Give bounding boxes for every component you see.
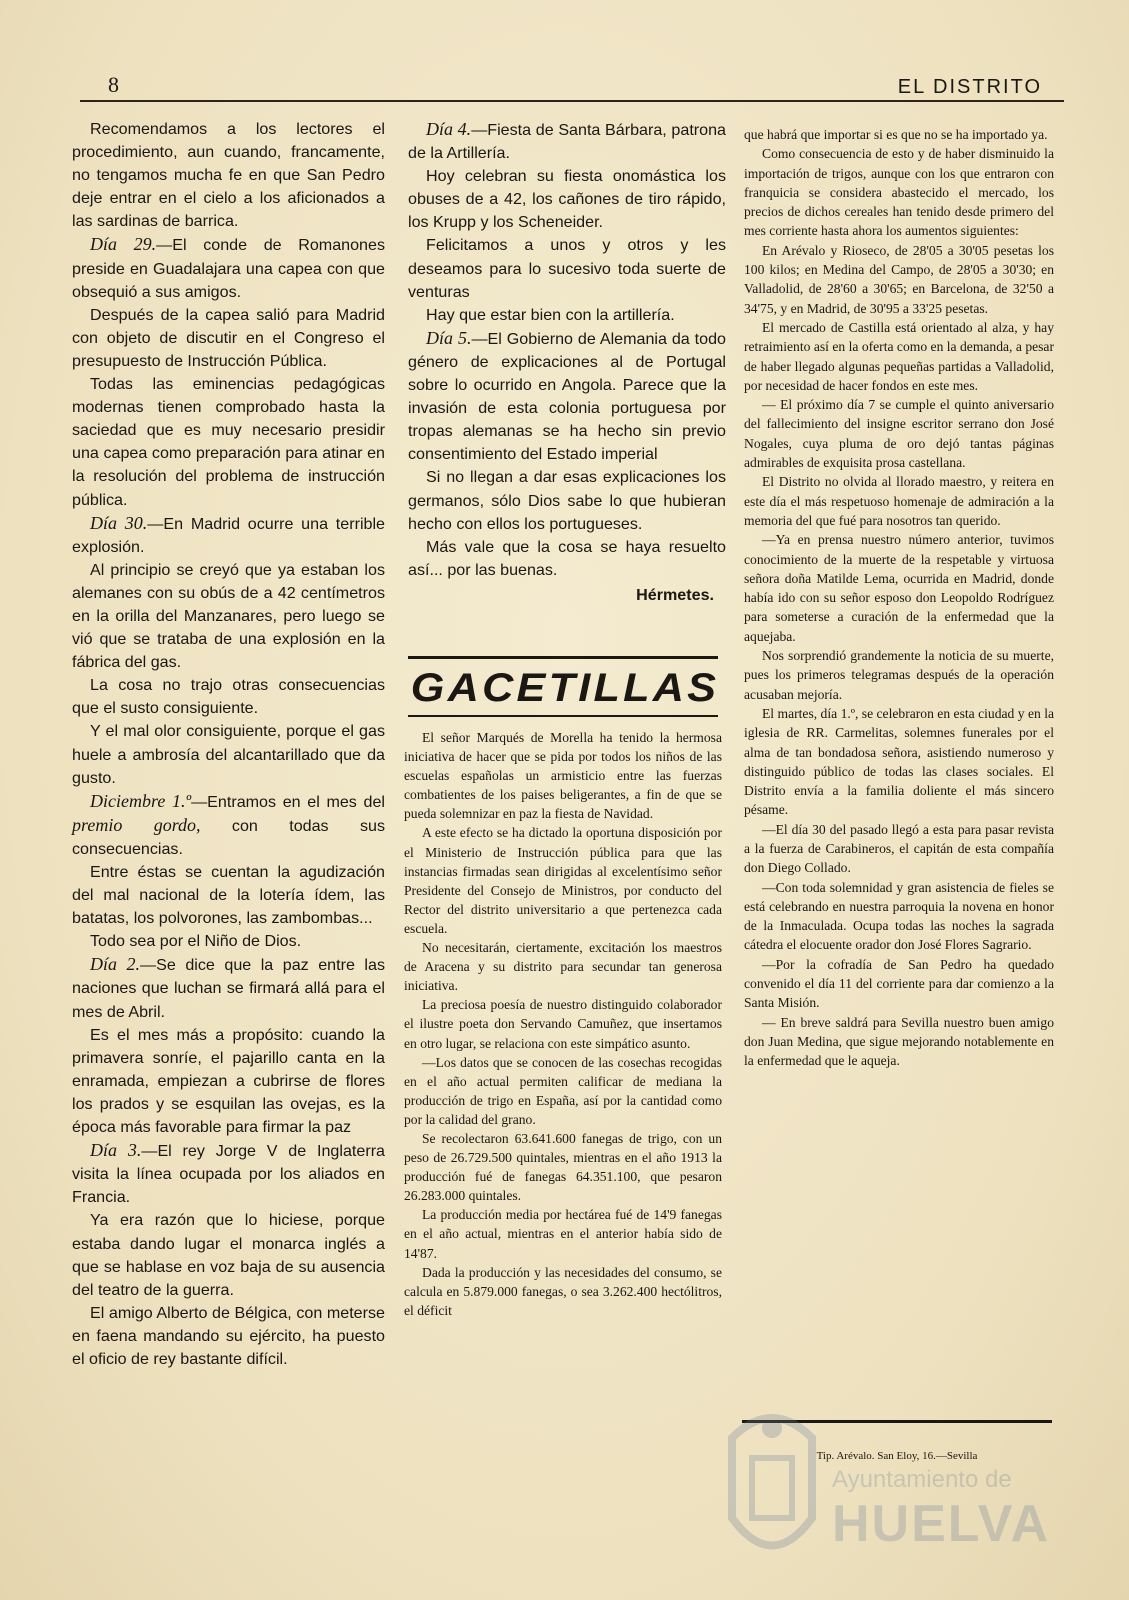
author-signature: Hérmetes. <box>636 585 714 604</box>
paragraph: Entre éstas se cuentan la agudización del mal nacional de la lotería ídem, las batatas, los polvorones, las zambombas... <box>72 863 385 928</box>
paragraph: Día 2.—Se dice que la paz entre las naciones que luchan se firmará allá para el mes de Abril. <box>72 954 385 1021</box>
date-heading: Día 5. <box>426 327 472 348</box>
header-rule <box>80 100 1064 102</box>
paragraph: El Distrito no olvida al llorado maestro, y reitera en este día el más respetuoso homenaje de admiración a la memoria del que fué para nosotros tan querido. <box>744 474 1054 528</box>
paragraph: —Con toda solemnidad y gran asistencia de fieles se está celebrando en nuestra parroquia la novena en honor de la Inmaculada. Ocupa todas las noches la sagrada cátedra el elocuente orador don José Flores Sagrario. <box>744 879 1054 953</box>
date-heading: Día 30. <box>90 512 148 533</box>
paragraph: Diciembre 1.º—Entramos en el mes del premio gordo, con todas sus consecuencias. <box>72 790 385 858</box>
paragraph: Ya era razón que lo hiciese, porque estaba dando lugar el monarca inglés a que se hablase en voz baja de su ausencia del teatro de la guerra. <box>72 1211 385 1299</box>
crest-icon <box>722 1398 822 1578</box>
paragraph: La preciosa poesía de nuestro distinguido colaborador el ilustre poeta don Servando Camuñez, que insertamos en otro lugar, se relaciona con este simpático asunto. <box>404 997 722 1051</box>
paragraph: A este efecto se ha dictado la oportuna disposición por el Ministerio de Instrucción pública para que las instancias firmadas sean dirigidas al excelentísimo señor Presidente del Consejo de Ministros, por conducto del Rector del distrito universitario a que pertenezca cada escuela. <box>404 825 722 936</box>
paragraph: —El día 30 del pasado llegó a esta para pasar revista a la fuerza de Carabineros, el capitán de esta compañía don Diego Collado. <box>744 821 1054 876</box>
paragraph: Todas las eminencias pedagógicas modernas tienen comprobado hasta la saciedad que es muy necesario presidir una capea como preparación para atinar en la resolución del problema de instrucción pública. <box>72 375 385 509</box>
paragraph: —Ya en prensa nuestro número anterior, tuvimos conocimiento de la muerte de la respetable y virtuosa señora doña Matilde Lema, ocurrida en Madrid, donde había ido con su señor esposo don Leopoldo Rodríguez para someterse a curación de la enfermedad que la aquejaba. <box>744 532 1054 644</box>
paragraph: No necesitarán, ciertamente, excitación los maestros de Aracena y su distrito para secundar tan generosa iniciativa. <box>404 940 722 994</box>
paragraph: Al principio se creyó que ya estaban los alemanes con su obús de a 42 centímetros en la orilla del Manzanares, pero luego se vió que se trataba de una explosión en la fábrica del gas. <box>72 560 385 672</box>
paragraph: — En breve saldrá para Sevilla nuestro buen amigo don Juan Medina, que sigue mejorando notablemente en la enfermedad que le aqueja. <box>744 1014 1054 1069</box>
printer-imprint: Tip. Arévalo. San Eloy, 16.—Sevilla <box>816 1450 978 1462</box>
watermark-line-2: HUELVA <box>832 1495 1051 1553</box>
paragraph: Día 29.—El conde de Romanones preside en Guadalajara una capea con que obsequió a sus amigos. <box>72 234 385 301</box>
watermark-line-1: Ayuntamiento de <box>832 1466 1012 1493</box>
paragraph: Recomendamos a los lectores el procedimiento, aun cuando, francamente, no tengamos mucha fe en que San Pedro deje entrar en el cielo a los aficionados a las sardinas de barrica. <box>72 120 385 231</box>
paragraph: Día 30.—En Madrid ocurre una terrible explosión. <box>72 512 385 556</box>
paragraph: La producción media por hectárea fué de 14'9 fanegas en el año actual, mientras en el anterior había sido de 14'87. <box>404 1207 722 1261</box>
page-number: 8 <box>108 72 119 97</box>
paragraph: —Por la cofradía de San Pedro ha quedado convenido el día 11 del corriente para dar comienzo a la Santa Misión. <box>744 956 1054 1011</box>
emphasis: premio gordo, <box>72 814 201 835</box>
paragraph: Se recolectaron 63.641.600 fanegas de trigo, con un peso de 26.729.500 quintales, mientras en el año 1913 la producción fué de fanegas 64.351.100, que pesaron 26.283.000 quintales. <box>404 1130 722 1204</box>
date-heading: Diciembre 1.º <box>90 790 192 811</box>
paragraph: Es el mes más a propósito: cuando la primavera sonríe, el pajarillo canta en la enramada, empiezan a cubrirse de flores los prados y se esquilan las ovejas, es la época más favorable para firmar la paz <box>72 1025 385 1137</box>
paragraph: El señor Marqués de Morella ha tenido la hermosa iniciativa de hacer que se pida por todos los niños de las escuelas españolas un armisticio entre las fuerzas combatientes de los paises beligerantes, a fin de que se pueda solemnizar en paz la fiesta de Navidad. <box>404 730 722 822</box>
masthead: EL DISTRITO <box>897 76 1042 98</box>
paragraph: Día 3.—El rey Jorge V de Inglaterra visita la línea ocupada por los aliados en Francia. <box>72 1140 385 1207</box>
paragraph: Dada la producción y las necesidades del consumo, se calcula en 5.879.000 fanegas, o sea 3.262.400 hectólitros, el déficit <box>404 1264 722 1318</box>
paragraph: La cosa no trajo otras consecuencias que el susto consiguiente. <box>72 676 385 718</box>
paragraph: Como consecuencia de esto y de haber disminuido la importación de trigos, aunque con los que entraron con franquicia se considera abastecido el mercado, los precios de dichos cereales han tenido desde primero del mes corriente hasta ahora los aumentos siguientes: <box>744 146 1054 239</box>
paragraph: que habrá que importar si es que no se ha importado ya. <box>744 127 1048 142</box>
section-rule-bottom <box>408 715 718 717</box>
paragraph: El mercado de Castilla está orientado al alza, y hay retraimiento así en la oferta como en la demanda, a pesar de haber llegado algunas pequeñas partidas a Valladolid, por necesidad de hacer fondos en este mes. <box>744 319 1054 393</box>
paragraph: En Arévalo y Rioseco, de 28'05 a 30'05 pesetas los 100 kilos; en Medina del Campo, de 28'05 a 30'30; en Valladolid, de 28'60 a 30'65; en Barcelona, de 32'50 a 34'75, y en Madrid, de 30'95 a 33'25 pesetas. <box>744 242 1054 316</box>
paragraph: Después de la capea salió para Madrid con objeto de discutir en el Congreso el presupuesto de Instrucción Pública. <box>72 305 385 370</box>
paragraph: — El próximo día 7 se cumple el quinto aniversario del fallecimiento del insigne escritor serrano don José Nogales, cuya pluma de oro dejó tantas páginas admirables de exquisita prosa castellana. <box>744 397 1054 471</box>
section-title: GACETILLAS <box>410 666 720 710</box>
date-heading: Día 29. <box>90 234 157 255</box>
paragraph: Hay que estar bien con la artillería. <box>426 305 675 324</box>
paragraph: Felicitamos a unos y otros y les deseamos para lo sucesivo toda suerte de venturas <box>408 236 726 301</box>
paragraph: El martes, día 1.º, se celebraron en esta ciudad y en la iglesia de RR. Carmelitas, solemnes funerales por el alma de tan bondadosa señora, asistiendo numeroso y distinguido público de todas las clases sociales. El Distrito envía a la familia doliente el más sincero pésame. <box>744 705 1054 818</box>
paragraph: Si no llegan a dar esas explicaciones los germanos, sólo Dios sabe lo que hubieran hecho con ellos los portugueses. <box>408 468 726 533</box>
watermark <box>722 1398 1052 1578</box>
paragraph: Más vale que la cosa se haya resuelto así... por las buenas. <box>408 537 726 579</box>
paragraph: El amigo Alberto de Bélgica, con meterse en faena mandando su ejército, ha puesto el oficio de rey bastante difícil. <box>72 1303 385 1368</box>
paragraph: Nos sorprendió grandemente la noticia de su muerte, pues los primeros telegramas después de la operación acusaban mejoría. <box>744 648 1054 702</box>
column-2 <box>408 118 726 607</box>
paragraph: Todo sea por el Niño de Dios. <box>90 932 302 951</box>
paragraph: —Los datos que se conocen de las cosechas recogidas en el año actual permiten calificar de mediana la producción de trigo en España, así por la cantidad como por la calidad del grano. <box>404 1054 722 1127</box>
paragraph: Día 4.—Fiesta de Santa Bárbara, patrona de la Artillería. <box>408 119 726 163</box>
date-heading: Día 2. <box>90 954 141 975</box>
page-header <box>80 72 1062 100</box>
section-rule-top <box>408 656 718 659</box>
paragraph: Hoy celebran su fiesta onomástica los obuses de a 42, los cañones de tiro rápido, los Krupp y los Scheneider. <box>408 167 726 232</box>
column-3 <box>744 125 1054 1071</box>
column-1 <box>72 118 385 1371</box>
gacetillas-column <box>404 728 722 1320</box>
paragraph: Y el mal olor consiguiente, porque el gas huele a ambrosía del alcantarillado que da gusto. <box>72 722 385 787</box>
date-heading: Día 3. <box>90 1140 142 1161</box>
paragraph: Día 5.—El Gobierno de Alemania da todo género de explicaciones al de Portugal sobre lo ocurrido en Angola. Parece que la invasión de esta colonia portuguesa por tropas alemanas se ha hecho sin previo consentimiento del Estado imperial <box>408 327 726 464</box>
date-heading: Día 4. <box>426 119 472 139</box>
